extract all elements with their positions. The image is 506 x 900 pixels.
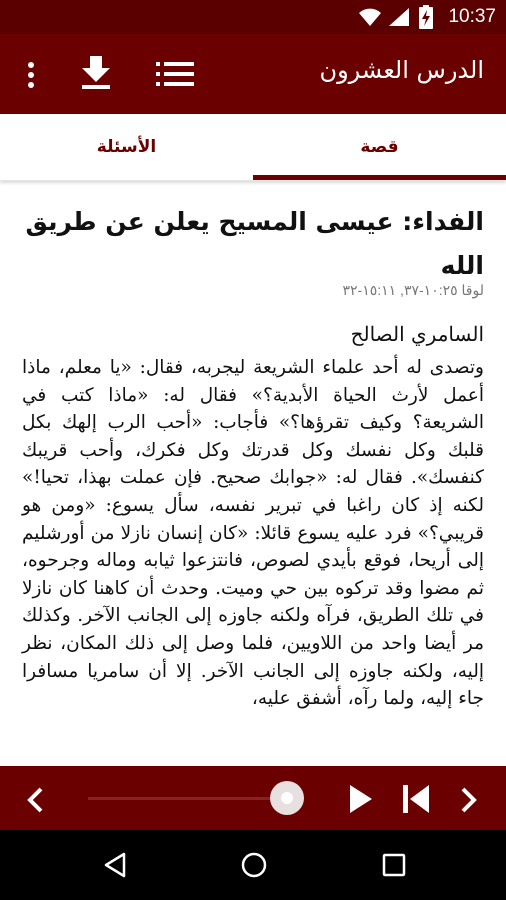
back-icon[interactable] <box>103 852 127 878</box>
chevron-left-icon[interactable] <box>24 786 46 814</box>
skip-previous-icon[interactable] <box>402 784 430 814</box>
progress-knob[interactable] <box>270 781 304 815</box>
recents-icon[interactable] <box>382 853 406 877</box>
system-nav-bar <box>0 830 506 900</box>
home-icon[interactable] <box>240 851 268 879</box>
chevron-right-icon[interactable] <box>458 786 480 814</box>
lesson-content[interactable] <box>0 182 506 766</box>
section-heading: السامري الصالح <box>350 322 484 346</box>
tab-story[interactable] <box>253 114 506 180</box>
tab-story-label: قصة <box>360 137 399 157</box>
status-time: 10:37 <box>448 6 496 27</box>
tab-bar <box>0 114 506 181</box>
audio-player <box>0 766 506 830</box>
app-bar <box>0 34 506 114</box>
list-icon[interactable] <box>156 62 194 86</box>
lesson-body: وتصدى له أحد علماء الشريعة ليجربه، فقال: «يا معلم، ماذا أعمل لأرث الحياة الأبدية؟» فقال له: «ماذا كتب في الشريعة؟ وكيف تقرؤها؟» فأجاب: «أحب الرب إلهك بكل قلبك وكل نفسك وكل قدرتك وكل فكرك، وأحب قريبك كنفسك». فقال له: «جوابك صحيح. فإن عملت بهذا، تحيا!» لكنه إذ كان راغبا في تبرير نفسه، سأل يسوع: «ومن هو قريبي؟» فرد عليه يسوع قائلا: «كان إنسان نازلا من أورشليم إلى أريحا، فوقع بأيدي لصوص، فانتزعوا ثيابه وماله وجرحوه، ثم مضوا وقد تركوه بين حي وميت. وحدث أن كاهنا كان نازلا في تلك الطريق، فرآه ولكنه جاوزه إلى الجانب الآخر. وكذلك مر أيضا واحد من اللاويين، فلما وصل إلى ذلك المكان، نظر إليه، ولكنه جاوزه إلى الجانب الآخر. إلا أن سامريا مسافرا جاء إليه، ولما رآه، أشفق عليه، <box>22 357 484 710</box>
signal-icon <box>388 7 410 27</box>
scripture-reference: لوقا ١٠:٢٥-٣٧, ١٥:١١-٣٢ <box>342 282 484 298</box>
page-title: الدرس العشرون <box>319 56 484 84</box>
status-bar <box>0 0 506 34</box>
tab-questions[interactable] <box>0 114 253 180</box>
battery-charging-icon <box>419 5 433 29</box>
more-vert-icon[interactable] <box>22 62 40 88</box>
download-icon[interactable] <box>80 56 112 90</box>
play-icon[interactable] <box>348 784 374 814</box>
lesson-title: الفداء: عيسى المسيح يعلن عن طريق الله <box>25 207 484 280</box>
tab-questions-label: الأسئلة <box>96 137 157 157</box>
wifi-icon <box>358 7 382 27</box>
